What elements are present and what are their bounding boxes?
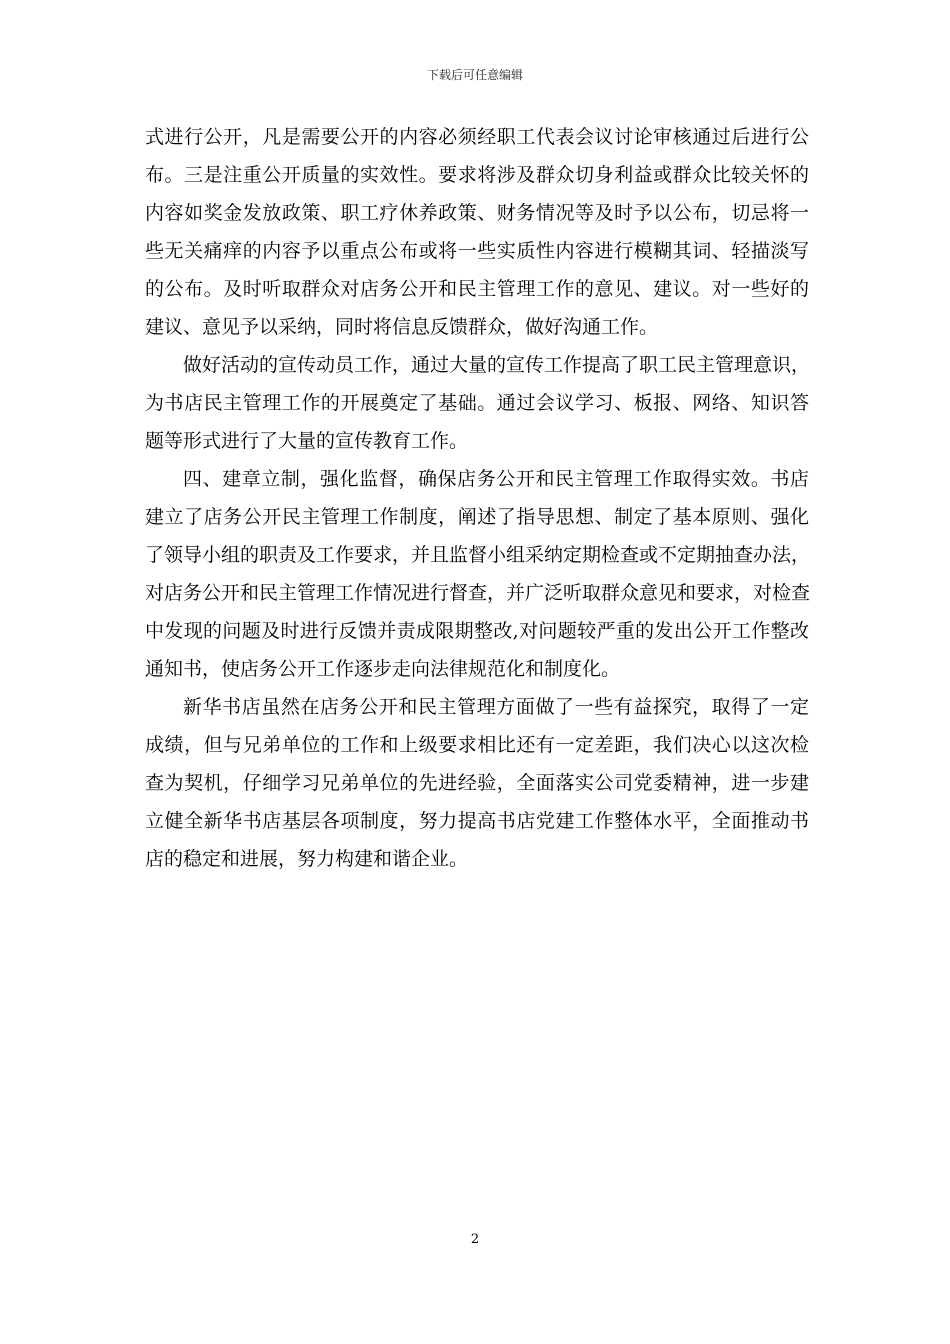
- paragraph-2: [145, 346, 809, 460]
- paragraph-line: 的公布。及时听取群众对店务公开和民主管理工作的意见、建议。对一些好的: [145, 278, 809, 300]
- page-header: 下载后可任意编辑: [426, 68, 523, 82]
- paragraph-line: 做好活动的宣传动员工作，通过大量的宣传工作提高了职工民主管理意识，: [183, 354, 811, 376]
- paragraph-4: [145, 688, 809, 878]
- paragraph-line: 新华书店虽然在店务公开和民主管理方面做了一些有益探究，取得了一定: [183, 696, 809, 718]
- paragraph-line: 了领导小组的职责及工作要求，并且监督小组采纳定期检查或不定期抽查办法，: [145, 544, 811, 566]
- paragraph-line: 四、建章立制，强化监督，确保店务公开和民主管理工作取得实效。书店: [183, 468, 809, 490]
- paragraph-line: 对店务公开和民主管理工作情况进行督查，并广泛听取群众意见和要求，对检查: [145, 582, 811, 604]
- paragraph-line: 通知书，使店务公开工作逐步走向法律规范化和制度化。: [145, 658, 621, 680]
- paragraph-line: 中发现的问题及时进行反馈并责成限期整改,对问题较严重的发出公开工作整改: [145, 620, 809, 642]
- page-number: 2: [470, 1232, 480, 1247]
- paragraph-1: [145, 118, 809, 346]
- paragraph-line: 内容如奖金发放政策、职工疗休养政策、财务情况等及时予以公布，切忌将一: [145, 202, 809, 224]
- paragraph-line: 建立了店务公开民主管理工作制度，阐述了指导思想、制定了基本原则、强化: [145, 506, 809, 528]
- paragraph-line: 成绩，但与兄弟单位的工作和上级要求相比还有一定差距，我们决心以这次检: [145, 734, 809, 756]
- paragraph-line: 建议、意见予以采纳，同时将信息反馈群众，做好沟通工作。: [145, 316, 659, 338]
- paragraph-line: 式进行公开，凡是需要公开的内容必须经职工代表会议讨论审核通过后进行公: [145, 126, 809, 148]
- paragraph-line: 店的稳定和进展，努力构建和谐企业。: [145, 848, 469, 870]
- paragraph-line: 布。三是注重公开质量的实效性。要求将涉及群众切身利益或群众比较关怀的: [145, 164, 809, 186]
- paragraph-line: 立健全新华书店基层各项制度，努力提高书店党建工作整体水平，全面推动书: [145, 810, 809, 832]
- paragraph-3: [145, 460, 809, 688]
- paragraph-line: 为书店民主管理工作的开展奠定了基础。通过会议学习、板报、网络、知识答: [145, 392, 809, 414]
- document-body: [145, 118, 809, 878]
- paragraph-line: 题等形式进行了大量的宣传教育工作。: [145, 430, 469, 452]
- paragraph-line: 查为契机，仔细学习兄弟单位的先进经验，全面落实公司党委精神，进一步建: [145, 772, 809, 794]
- paragraph-line: 些无关痛痒的内容予以重点公布或将一些实质性内容进行模糊其词、轻描淡写: [145, 240, 809, 262]
